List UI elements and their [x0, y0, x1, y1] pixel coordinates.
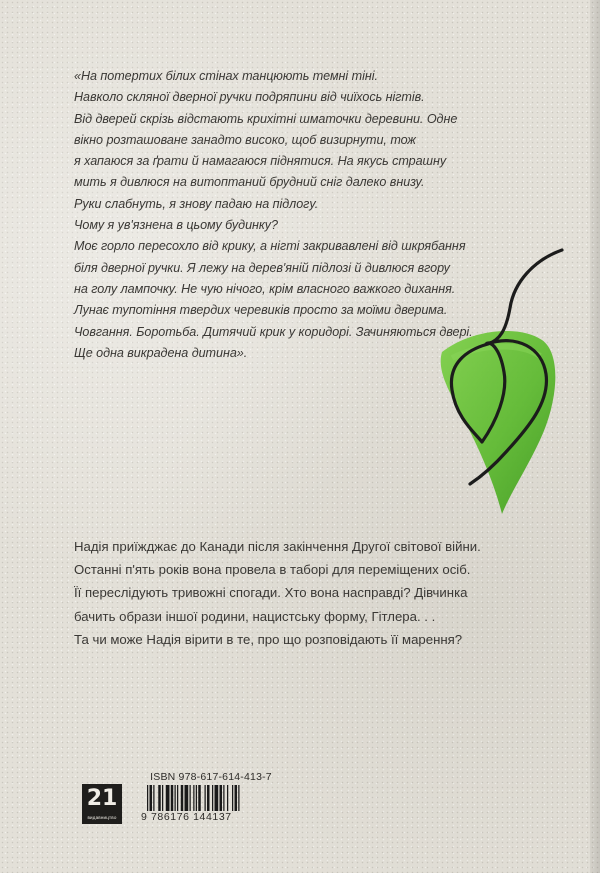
barcode-bar: [158, 785, 161, 811]
quote-line: вікно розташоване занадто високо, щоб визирнути, тож: [74, 132, 416, 147]
quote-line: «На потертих білих стінах танцюють темні тіні.: [74, 69, 378, 83]
excerpt-quote: [74, 66, 473, 364]
barcode-bar: [223, 785, 224, 811]
book-description: [74, 535, 481, 651]
quote-line: Від дверей скрізь відстають крихітні шматочки деревини. Одне: [74, 111, 458, 126]
quote-line: я хапаюся за ґрати й намагаюся піднятися. На якусь страшну: [74, 154, 447, 169]
barcode-bar: [235, 785, 238, 811]
barcode-bar: [162, 785, 163, 811]
spine-shadow: [590, 0, 600, 873]
quote-line: Чому я ув'язнена в цьому будинку?: [74, 218, 279, 233]
description-line: бачить образи іншої родини, нацистську форму, Гітлера. . .: [74, 608, 436, 624]
quote-line: Руки слабнуть, я знову падаю на підлогу.: [74, 196, 319, 211]
barcode-bar: [150, 785, 153, 811]
barcode-bar: [232, 785, 233, 811]
publisher-logo-word: видавництво: [87, 815, 117, 820]
description-line: Та чи може Надія вірити в те, про що розповідають її марення?: [74, 631, 463, 647]
description-line: Її переслідують тривожні спогади. Хто вона насправді? Дівчинка: [74, 585, 468, 601]
quote-line: Ще одна викрадена дитина».: [74, 345, 248, 360]
isbn-label: ISBN 978-617-614-413-7: [150, 771, 272, 783]
barcode-bar: [175, 785, 176, 811]
quote-line: мить я дивлюся на витоптаний брудний сніг далеко внизу.: [74, 175, 425, 190]
quote-line: Човгання. Боротьба. Дитячий крик у коридорі. Зачиняються двері.: [74, 324, 473, 339]
barcode-bar: [238, 785, 239, 811]
publisher-logo-number: 21: [86, 786, 118, 811]
barcode-bar: [215, 785, 219, 811]
quote-line: Моє горло пересохло від крику, а нігті закривавлені від шкрябання: [74, 239, 466, 254]
barcode-bar: [220, 785, 223, 811]
quote-line: на голу лампочку. Не чую нічого, крім власного важкого дихання.: [74, 281, 456, 296]
description-line: Останні п'ять років вона провела в таборі для переміщених осіб.: [74, 562, 471, 578]
barcode-block: [141, 771, 281, 829]
quote-line: Навколо скляної дверної ручки подряпини від чиїхось нігтів.: [74, 90, 425, 105]
barcode-bar: [227, 785, 228, 811]
barcode-bar: [190, 785, 191, 811]
barcode-bar: [181, 785, 184, 811]
barcode-bar: [196, 785, 197, 811]
ean-digits: 9 786176 144137: [141, 811, 232, 823]
barcode-icon: [141, 785, 281, 811]
barcode-bar: [212, 785, 213, 811]
publisher-logo: [82, 784, 122, 824]
barcode-bar: [185, 785, 189, 811]
quote-line: Лунає тупотіння твердих черевиків просто за моїми дверима.: [74, 303, 448, 318]
barcode-bar: [205, 785, 206, 811]
barcode-bar: [207, 785, 210, 811]
barcode-bar: [177, 785, 178, 811]
barcode-bar: [166, 785, 170, 811]
barcode-bar: [153, 785, 154, 811]
barcode-bar: [193, 785, 194, 811]
barcode-bar: [198, 785, 201, 811]
quote-line: біля дверної ручки. Я лежу на дерев'яній підлозі й дивлюся вгору: [74, 260, 450, 275]
description-line: Надія приїжджає до Канади після закінчення Другої світової війни.: [74, 539, 481, 554]
barcode-bar: [147, 785, 148, 811]
barcode-bar: [171, 785, 174, 811]
leaf-illustration-icon: [430, 232, 570, 522]
